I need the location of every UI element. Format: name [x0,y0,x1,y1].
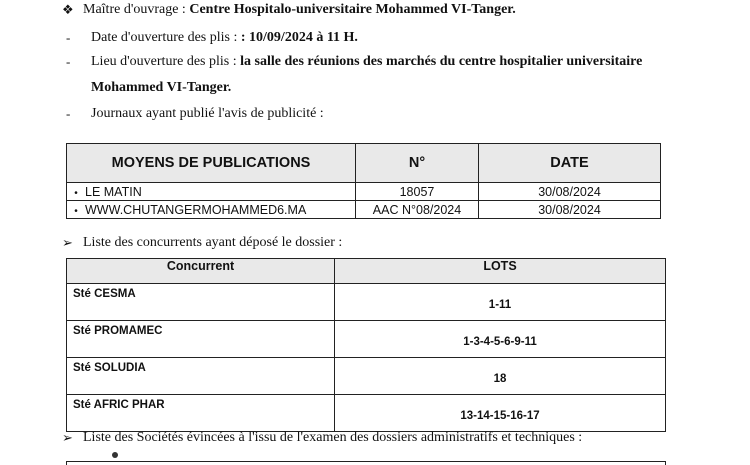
diamond-bullet-icon: ❖ [62,2,74,17]
arrow-bullet-icon: ➢ [62,235,73,250]
publication-name: WWW.CHUTANGERMOHAMMED6.MA [85,202,307,217]
bullet-icon: • [74,187,78,199]
journals-label: Journaux ayant publié l'avis de publicité : [91,106,324,121]
owner-label: Maître d'ouvrage : [83,2,190,17]
publication-number: AAC N°08/2024 [356,201,479,219]
table-row [67,183,661,201]
publication-number: 18057 [356,183,479,201]
competitor-lots: 1-3-4-5-6-9-11 [335,321,666,358]
competitors-label: Liste des concurrents ayant déposé le dossier : [83,235,343,250]
competitor-name: Sté PROMAMEC [67,321,335,358]
publications-header-row [67,144,661,183]
evicted-companies-label: Liste des Sociétés évincées à l'issu de l'examen des dossiers administratifs et techniques : [83,430,583,445]
publication-name: LE MATIN [85,184,142,199]
competitor-name: Sté CESMA [67,284,335,321]
col-header-number: N° [356,144,479,183]
bullet-icon: • [74,205,78,217]
evicted-table-top-border [66,461,666,465]
table-row [67,321,666,358]
opening-place-value-2: Mohammed VI-Tanger. [91,80,232,95]
col-header-competitor: Concurrent [67,259,335,284]
opening-date-value: : 10/09/2024 à 11 H. [240,30,358,45]
col-header-publication-means: MOYENS DE PUBLICATIONS [67,144,356,183]
opening-place-line [91,54,642,70]
scan-speck [112,452,118,458]
table-row [67,358,666,395]
publications-table [66,143,661,219]
col-header-lots: LOTS [335,259,666,284]
dash-bullet: - [66,106,71,121]
owner-line [83,2,516,18]
publication-name-cell [67,183,356,201]
dash-bullet: - [66,30,71,45]
opening-date-line [91,30,358,46]
competitor-lots: 18 [335,358,666,395]
publication-name-cell [67,201,356,219]
competitor-name: Sté SOLUDIA [67,358,335,395]
col-header-date: DATE [479,144,661,183]
dash-bullet: - [66,54,71,69]
competitor-lots: 1-11 [335,284,666,321]
competitors-table [66,258,666,432]
competitor-lots: 13-14-15-16-17 [335,395,666,432]
table-row [67,201,661,219]
arrow-bullet-icon: ➢ [62,430,73,445]
publication-date: 30/08/2024 [479,201,661,219]
opening-date-label: Date d'ouverture des plis : [91,30,241,45]
competitors-header-row [67,259,666,284]
table-row [67,284,666,321]
competitor-name: Sté AFRIC PHAR [67,395,335,432]
owner-value: Centre Hospitalo-universitaire Mohammed VI-Tanger. [189,2,516,17]
table-row [67,395,666,432]
opening-place-value-1: la salle des réunions des marchés du centre hospitalier universitaire [240,54,643,69]
opening-place-label: Lieu d'ouverture des plis : [91,54,241,69]
publication-date: 30/08/2024 [479,183,661,201]
